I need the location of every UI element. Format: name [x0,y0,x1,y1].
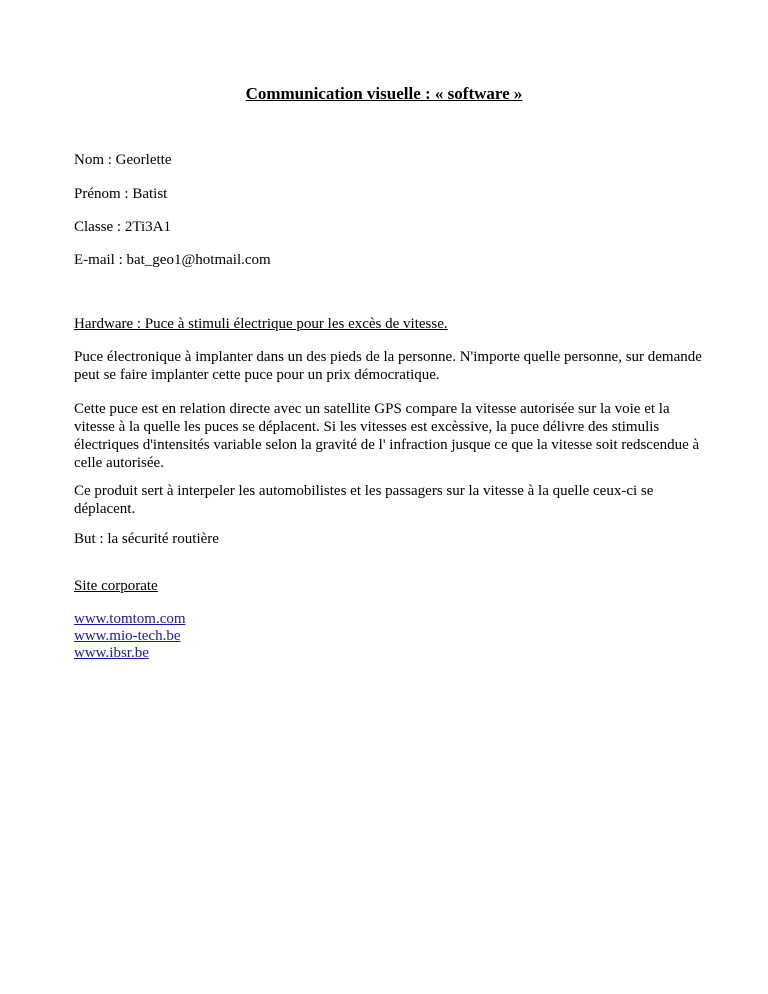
corporate-heading: Site corporate [74,578,158,594]
link-ibsr[interactable]: www.ibsr.be [74,645,149,661]
email-line: E-mail : bat_geo1@hotmail.com [74,252,271,268]
corporate-links [74,611,704,662]
classe-line: Classe : 2Ti3A1 [74,219,171,235]
nom-line: Nom : Georlette [74,152,172,168]
hardware-heading: Hardware : Puce à stimuli électrique pour les excès de vitesse. [74,316,448,332]
hardware-paragraph-1: Puce électronique à implanter dans un des pieds de la personne. N'importe quelle personne, sur demande peut se faire implanter cette puce pour un prix démocratique. [74,349,702,383]
goal-line: But : la sécurité routière [74,531,219,547]
page-title: Communication visuelle : « software » [245,84,523,103]
prenom-line: Prénom : Batist [74,186,168,202]
hardware-paragraph-3: Ce produit sert à interpeler les automobilistes et les passagers sur la vitesse à la quelle ceux-ci se déplacent. [74,483,654,517]
link-tomtom[interactable]: www.tomtom.com [74,611,186,627]
hardware-paragraph-2: Cette puce est en relation directe avec un satellite GPS compare la vitesse autorisée sur la voie et la vitesse à la quelle les puces se déplacent. Si les vitesses est excèssive, la puce délivre des stimulis électriques d'intensités variable selon la gravité de l' infraction jusque ce que la vitesse soit redscendue à celle autorisée. [74,401,700,471]
link-mio-tech[interactable]: www.mio-tech.be [74,628,181,644]
